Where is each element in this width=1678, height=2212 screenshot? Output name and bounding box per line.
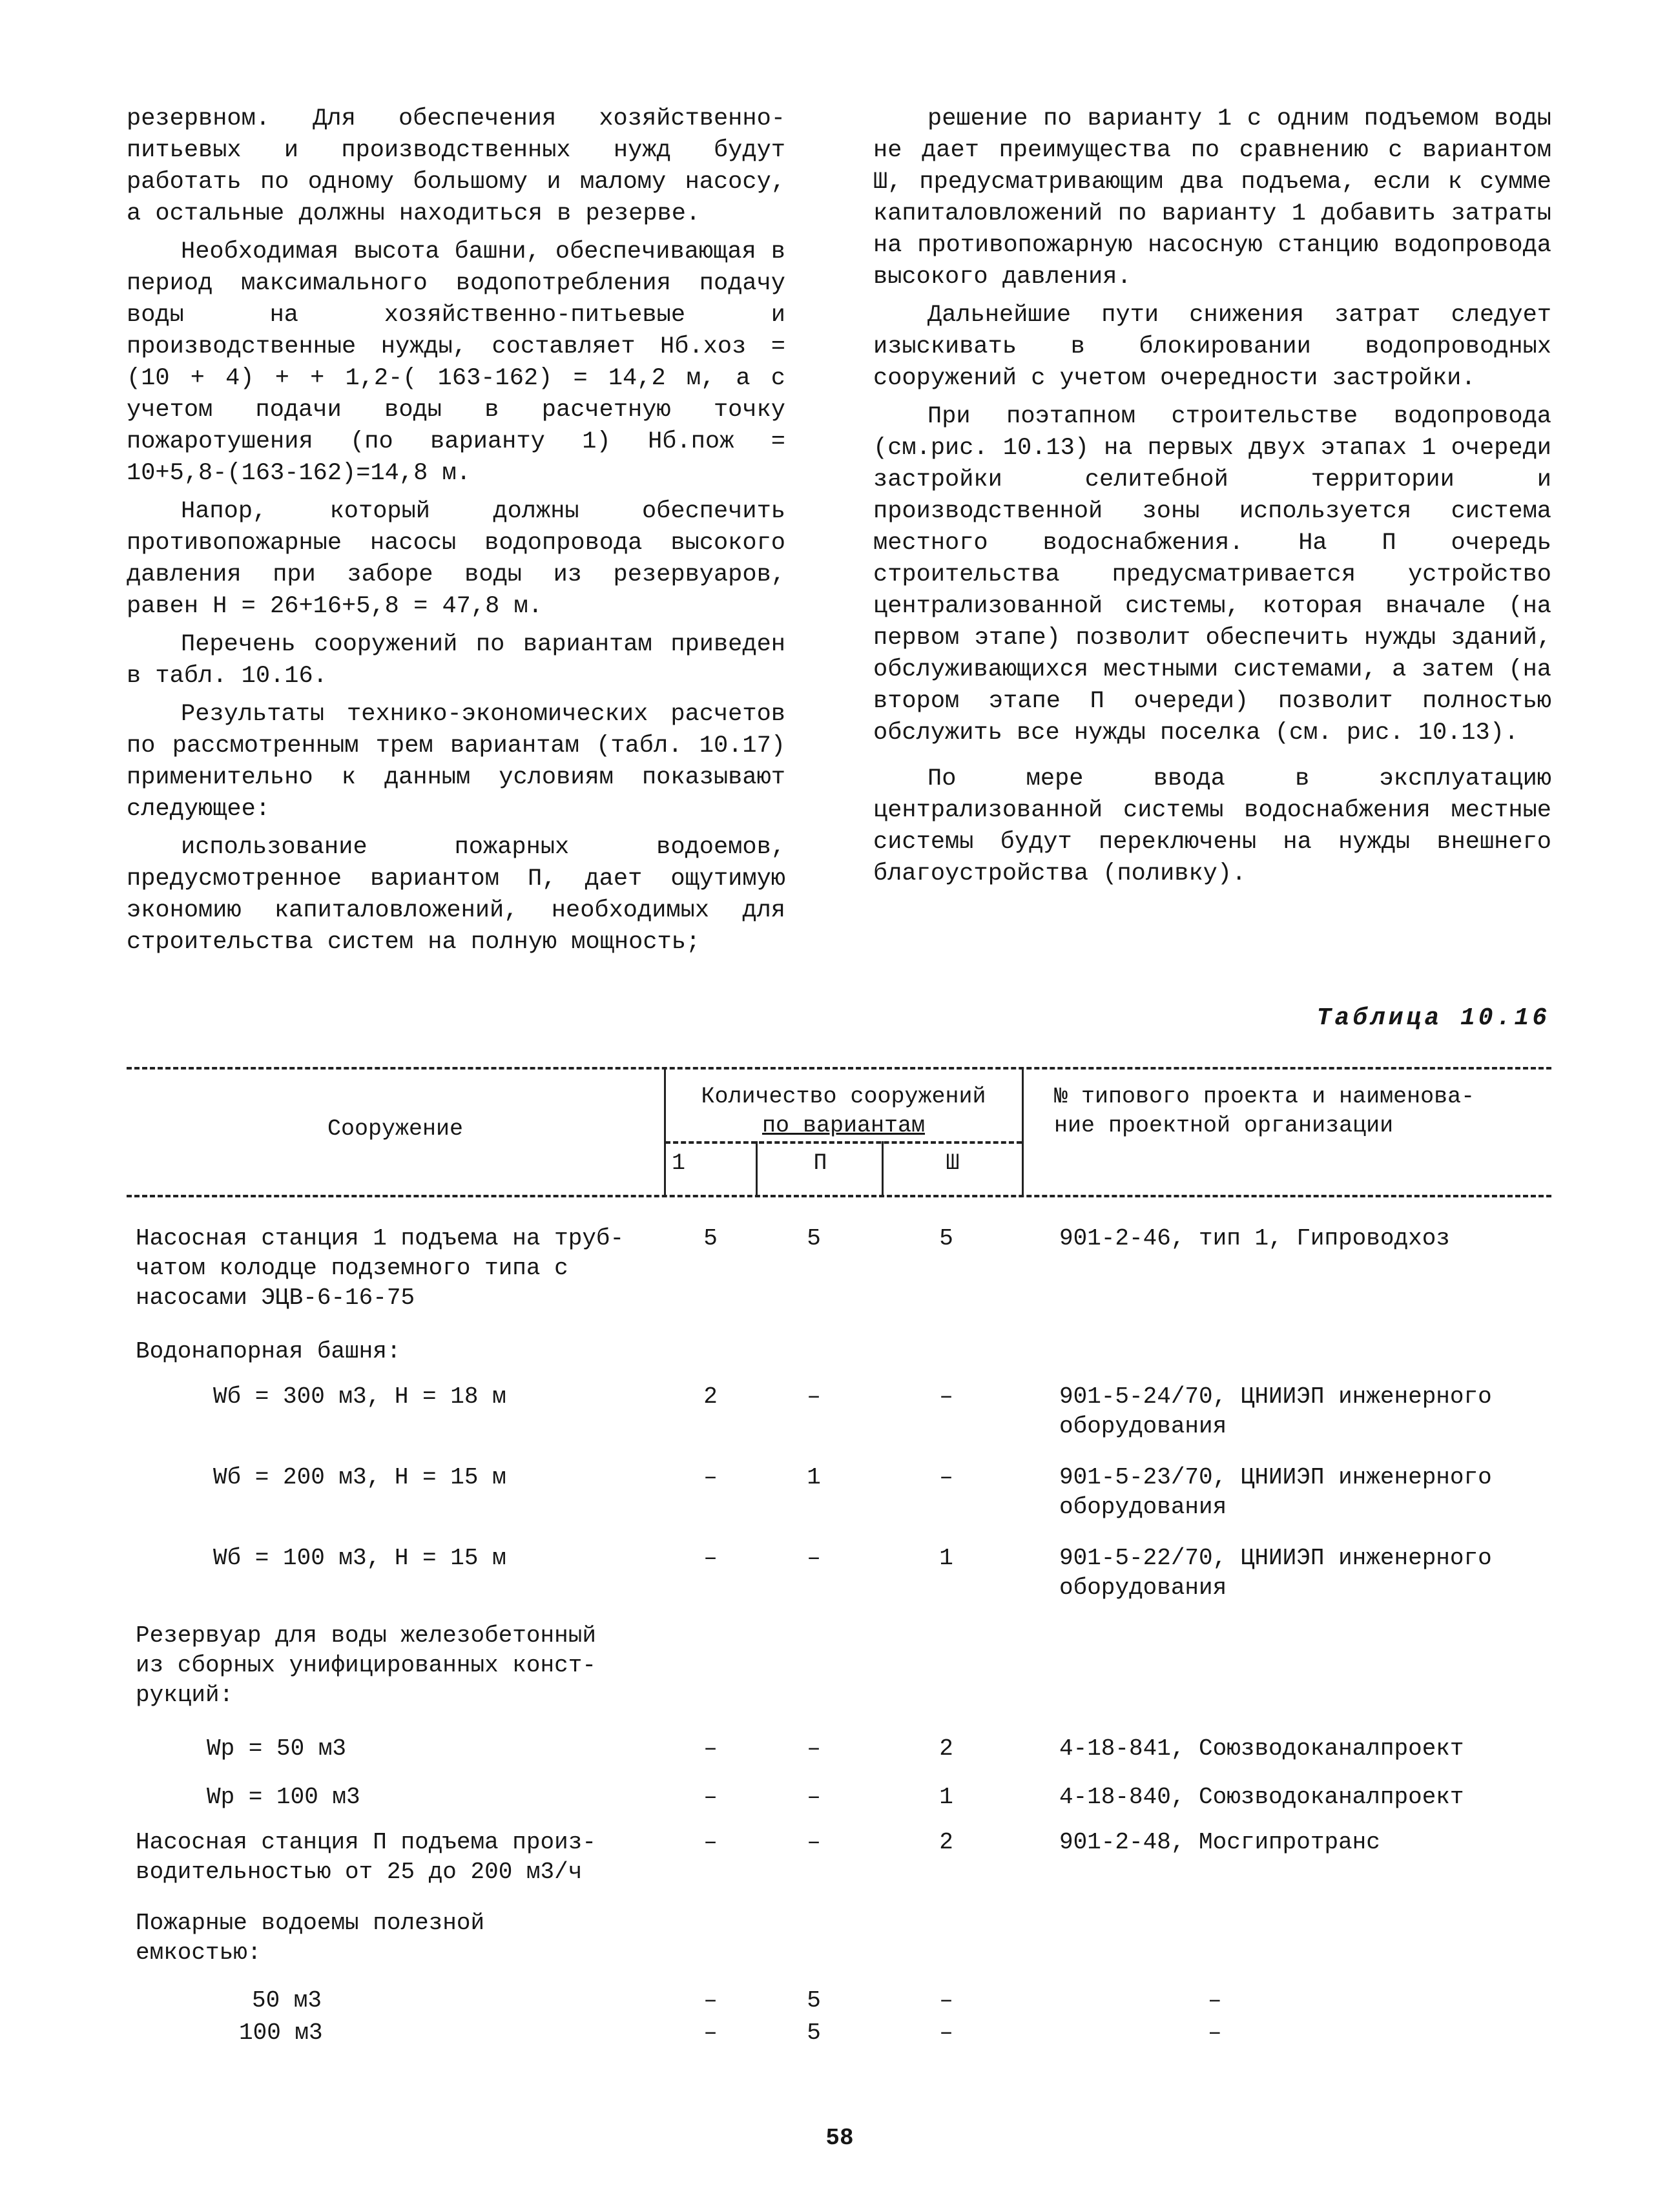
paragraph: При поэтапном строительстве водопровода (см.рис. 10.13) на первых двух этапах 1 очереди застройки селитебной территории и производственной зоны используется система местного водоснабжения. На П очередь строительства предусматривается устройство централизованной системы, которая вначале (на первом этапе) позволит обеспечить нужды зданий, обслуживающихся местными системами, а затем (на втором этапе П очереди) позволит полностью обслужить все нужды поселка (см. рис. 10.13). bbox=[873, 403, 1551, 747]
row-name: Wб = 300 м3, Н = 18 м bbox=[213, 1383, 506, 1410]
header-project-line1: № типового проекта и наименова- bbox=[1054, 1084, 1475, 1110]
column-divider bbox=[1022, 1067, 1024, 1195]
cell-variant-1: – bbox=[703, 1545, 718, 1571]
row-name: Насосная станция 1 подъема на труб- чатом колодце подземного типа с насосами ЭЦВ-6-16-75 bbox=[136, 1225, 625, 1311]
row-name: Резервуар для воды железобетонный из сборных унифицированных конст- рукций: bbox=[136, 1622, 596, 1708]
variants-rule bbox=[665, 1141, 1022, 1144]
cell-variant-3: – bbox=[939, 1383, 953, 1410]
cell-variant-2: 5 bbox=[807, 2020, 821, 2046]
cell-variant-2: 5 bbox=[807, 1225, 821, 1252]
paragraph: Необходимая высота башни, обеспечивающая в период максимального водопотребления подачу воды на хозяйственно-питьевые и производственные нужды, составляет Нб.хоз =(10 + 4) + + 1,2-( 163-162) = 14,2 м, а с учетом подачи воды в расчетную точку пожаротушения (по варианту 1) Нб.пож = 10+5,8-(163-162)=14,8 м. bbox=[127, 238, 785, 487]
cell-variant-2: – bbox=[807, 1829, 821, 1855]
header-structure: Сооружение bbox=[327, 1116, 464, 1142]
cell-project: 901-2-48, Мосгипротранс bbox=[1059, 1829, 1380, 1855]
paragraph: резервном. Для обеспечения хозяйственно-питьевых и производственных нужд будут работать по одному большому и малому насосу, а остальные должны находиться в резерве. bbox=[127, 105, 785, 227]
header-variant-3: Ш bbox=[946, 1150, 960, 1176]
row-name: Wр = 50 м3 bbox=[207, 1735, 347, 1762]
row-name: 50 м3 bbox=[252, 1987, 322, 2014]
header-variant-2: П bbox=[813, 1150, 827, 1176]
cell-variant-1: – bbox=[703, 1735, 718, 1762]
cell-variant-1: – bbox=[703, 1987, 718, 2014]
cell-variant-2: – bbox=[807, 1784, 821, 1810]
cell-variant-3: – bbox=[939, 2020, 953, 2046]
column-divider bbox=[882, 1141, 884, 1195]
cell-project: 901-5-24/70, ЦНИИЭП инженерного оборудования bbox=[1059, 1383, 1492, 1440]
cell-variant-1: 5 bbox=[703, 1225, 718, 1252]
paragraph: По мере ввода в эксплуатацию централизованной системы водоснабжения местные системы будут переключены на нужды внешнего благоустройства (поливку). bbox=[873, 765, 1551, 887]
column-divider bbox=[756, 1141, 758, 1195]
cell-variant-3: 1 bbox=[939, 1784, 953, 1810]
cell-variant-2: – bbox=[807, 1383, 821, 1410]
row-name: 100 м3 bbox=[239, 2020, 323, 2046]
cell-variant-3: 2 bbox=[939, 1735, 953, 1762]
paragraph: Результаты технико-экономических расчетов по рассмотренным трем вариантам (табл. 10.17) применительно к данным условиям показывают следующее: bbox=[127, 701, 785, 823]
cell-variant-1: 2 bbox=[703, 1383, 718, 1410]
cell-variant-2: 1 bbox=[807, 1464, 821, 1491]
paragraph: Дальнейшие пути снижения затрат следует изыскивать в блокировании водопроводных сооружений с учетом очередности застройки. bbox=[873, 302, 1551, 392]
cell-variant-3: 1 bbox=[939, 1545, 953, 1571]
cell-variant-3: 2 bbox=[939, 1829, 953, 1855]
header-project-line2: ние проектной организации bbox=[1054, 1113, 1394, 1139]
page-number: 58 bbox=[825, 2125, 854, 2151]
row-name: Wр = 100 м3 bbox=[207, 1784, 360, 1810]
header-count-line1: Количество сооружений bbox=[701, 1084, 986, 1110]
table-header-rule bbox=[127, 1195, 1551, 1197]
row-name: Wб = 100 м3, Н = 15 м bbox=[213, 1545, 506, 1571]
cell-variant-1: – bbox=[703, 1829, 718, 1855]
table-top-rule bbox=[127, 1067, 1551, 1070]
cell-variant-1: – bbox=[703, 1784, 718, 1810]
paragraph: использование пожарных водоемов, предусмотренное вариантом П, дает ощутимую экономию капиталовложений, необходимых для строительства систем на полную мощность; bbox=[127, 834, 785, 956]
table-caption: Таблица 10.16 bbox=[1316, 1004, 1550, 1032]
column-divider bbox=[664, 1067, 666, 1195]
paragraph: Напор, который должны обеспечить противопожарные насосы водопровода высокого давления при заборе воды из резервуаров, равен Н = 26+16+5,8 = 47,8 м. bbox=[127, 498, 785, 620]
cell-project: – bbox=[1208, 1987, 1222, 2014]
cell-project: 4-18-840, Союзводоканалпроект bbox=[1059, 1784, 1464, 1810]
cell-variant-1: – bbox=[703, 1464, 718, 1491]
right-text-column bbox=[873, 103, 1551, 896]
cell-project: 901-5-22/70, ЦНИИЭП инженерного оборудования bbox=[1059, 1545, 1492, 1601]
cell-variant-2: 5 bbox=[807, 1987, 821, 2014]
cell-variant-3: – bbox=[939, 1987, 953, 2014]
cell-variant-2: – bbox=[807, 1545, 821, 1571]
cell-project: 901-2-46, тип 1, Гипроводхоз bbox=[1059, 1225, 1450, 1252]
header-variant-1: 1 bbox=[672, 1150, 686, 1176]
cell-project: – bbox=[1208, 2020, 1222, 2046]
header-count-line2: по вариантам bbox=[761, 1113, 926, 1139]
row-name: Водонапорная башня: bbox=[136, 1338, 401, 1365]
cell-variant-3: – bbox=[939, 1464, 953, 1491]
row-name: Пожарные водоемы полезной емкостью: bbox=[136, 1910, 485, 1966]
paragraph: Перечень сооружений по вариантам приведен в табл. 10.16. bbox=[127, 631, 785, 690]
cell-variant-3: 5 bbox=[939, 1225, 953, 1252]
row-name: Wб = 200 м3, Н = 15 м bbox=[213, 1464, 506, 1491]
cell-variant-1: – bbox=[703, 2020, 718, 2046]
paragraph: решение по варианту 1 с одним подъемом воды не дает преимущества по сравнению с вариантом Ш, предусматривающим два подъема, если к сумме капиталовложений по варианту 1 добавить затраты на противопожарную насосную станцию водопровода высокого давления. bbox=[873, 105, 1551, 291]
cell-project: 4-18-841, Союзводоканалпроект bbox=[1059, 1735, 1464, 1762]
cell-variant-2: – bbox=[807, 1735, 821, 1762]
cell-project: 901-5-23/70, ЦНИИЭП инженерного оборудования bbox=[1059, 1464, 1492, 1520]
row-name: Насосная станция П подъема произ- водительностью от 25 до 200 м3/ч bbox=[136, 1829, 596, 1885]
left-text-column bbox=[127, 103, 785, 965]
